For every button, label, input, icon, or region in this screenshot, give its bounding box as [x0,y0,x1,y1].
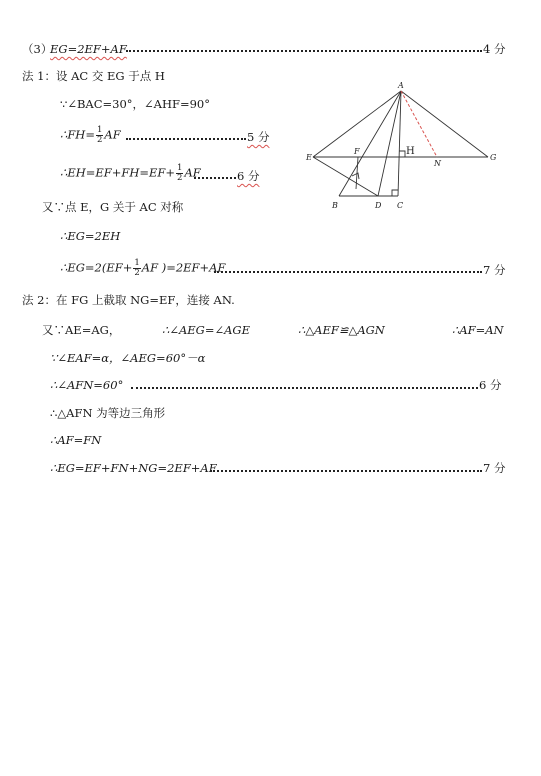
method2-cond-2: ∴∠AEG=∠AGE [162,323,250,337]
dotted-leader [210,470,482,472]
fraction-half [176,164,183,183]
final-prefix: ∴EG=2(EF+ [60,260,133,275]
method1-final-line [60,259,225,278]
method2-afn: ∴∠AFN=60° [50,378,124,392]
method2-cond-4: ∴AF=AN [452,323,504,337]
fraction-denominator: 2 [177,173,183,183]
segment-ED [313,157,378,196]
fraction-numerator: 1 [134,258,140,268]
dotted-leader [131,387,478,389]
method2-af-fn: ∴AF=FN [50,433,102,447]
fraction-denominator: 2 [96,135,103,145]
method2-angles: ∵∠EAF=α，∠AEG=60°－α [50,351,206,365]
label-D: D [375,201,382,210]
label-F: F [354,147,360,156]
right-angle-mark-H [399,151,405,157]
method2-heading: 法 2：在 FG 上截取 NG=EF，连接 AN. [22,293,235,307]
fraction-numerator: 1 [177,163,183,173]
score-method2-final: 7 分 [483,461,506,475]
eh-prefix: ∴EH=EF+FH=EF+ [60,165,176,180]
score-afn: 6 分 [479,378,502,392]
label-A: A [398,81,404,90]
fraction-half [133,259,140,278]
method2-final: ∴EG=EF+FN+NG=2EF+AF [50,461,217,475]
segment-AB [339,91,401,196]
fraction-half [96,126,103,145]
label-C: C [397,201,404,210]
score-fh: 5 分 [247,130,270,144]
final-suffix: AF )=2EF+AF [141,260,226,275]
part3-label: （3） [22,42,53,56]
segment-AD [378,91,401,196]
eh-suffix: AF [184,165,201,180]
method2-cond-3: ∴△AEF≌△AGN [298,323,385,337]
fh-prefix: ∴FH= [60,127,95,142]
label-N: N [434,159,441,168]
method1-eh-line [60,164,201,183]
dotted-leader [126,50,482,52]
fh-suffix: AF [104,127,121,142]
method1-symmetry: 又∵点 E，G 关于 AC 对称 [42,200,184,214]
right-angle-mark-F [352,173,359,179]
score-part3: 4 分 [483,42,506,56]
method2-cond-1: 又∵AE=AG， [42,323,121,337]
label-H: H [406,146,415,157]
method1-heading: 法 1：设 AC 交 EG 于点 H [22,69,165,83]
method1-given: ∵∠BAC=30°，∠AHF=90° [60,97,210,111]
part3-result: EG=2EF+AF [50,42,127,56]
method2-equilateral: ∴△AFN 为等边三角形 [50,406,166,420]
method1-eg-eq: ∴EG=2EH [60,229,121,243]
label-E: E [306,153,312,162]
score-method1-final: 7 分 [483,263,506,277]
geometry-figure [300,78,508,218]
segment-AC [398,91,401,196]
dotted-leader [126,138,246,140]
fraction-denominator: 2 [134,268,140,278]
method1-fh-line [60,126,121,145]
dotted-leader [214,271,482,273]
dotted-leader [194,177,236,179]
right-angle-mark-C [392,190,398,196]
fraction-numerator: 1 [96,125,103,135]
score-eh: 6 分 [237,169,260,183]
label-G: G [490,153,497,162]
label-B: B [332,201,338,210]
